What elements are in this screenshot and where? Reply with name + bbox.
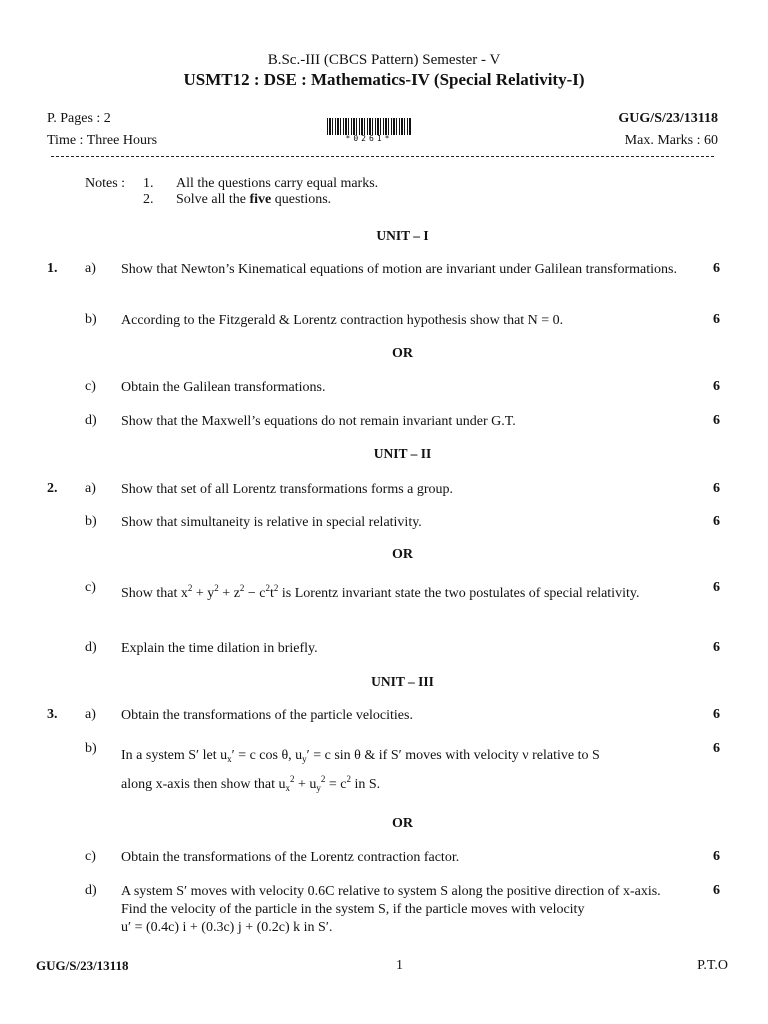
q1b-label: b): [85, 312, 97, 327]
q1c-text: Obtain the Galilean transformations.: [121, 380, 326, 395]
q2d-text: Explain the time dilation in briefly.: [121, 641, 318, 656]
q1b-text: According to the Fitzgerald & Lorentz contraction hypothesis show that N = 0.: [121, 313, 564, 328]
note-2-number: 2.: [143, 192, 154, 207]
or-separator: OR: [392, 547, 413, 562]
q1d-marks: 6: [713, 413, 720, 428]
q3b-marks: 6: [713, 741, 720, 756]
q2c-text: Show that $x^2 + y^2 + z^2 - c^2t^2$ is Lorentz invariant state the two postulates of special relativity.: [121, 583, 640, 601]
q3a-label: a): [85, 707, 96, 722]
unit-1-heading: UNIT – I: [376, 228, 429, 243]
note-1-text: All the questions carry equal marks.: [176, 176, 379, 191]
note-1-number: 1.: [143, 176, 154, 191]
spacetime-interval-formula: $x^2 + y^2 + z^2 - c^2t^2$: [180, 583, 279, 601]
q2b-label: b): [85, 514, 97, 529]
q2c-label: c): [85, 580, 96, 595]
q1a-marks: 6: [713, 261, 720, 276]
q1b-marks: 6: [713, 312, 720, 327]
q3d-marks: 6: [713, 883, 720, 898]
barcode-image: [327, 118, 411, 135]
q3a-marks: 6: [713, 707, 720, 722]
q3a-text: Obtain the transformations of the particle velocities.: [121, 708, 413, 723]
q2a-label: a): [85, 481, 96, 496]
speed-of-light-formula: $u_x^2 + u_y^2 = c^2$: [278, 774, 351, 793]
page-number: 1: [396, 958, 403, 973]
q2d-marks: 6: [713, 640, 720, 655]
q1a-label: a): [85, 261, 96, 276]
q3c-text: Obtain the transformations of the Lorentz contraction factor.: [121, 850, 460, 865]
time-allowed: Time : Three Hours: [47, 133, 158, 148]
course-line: B.Sc.-III (CBCS Pattern) Semester - V: [267, 52, 501, 68]
max-marks: Max. Marks : 60: [624, 133, 718, 148]
q2b-marks: 6: [713, 514, 720, 529]
q1d-label: d): [85, 413, 97, 428]
page-count: P. Pages : 2: [47, 111, 111, 126]
or-separator: OR: [392, 816, 413, 831]
q3c-marks: 6: [713, 849, 720, 864]
q3d-label: d): [85, 883, 97, 898]
q1c-marks: 6: [713, 379, 720, 394]
q1d-text: Show that the Maxwell’s equations do not remain invariant under G.T.: [121, 414, 516, 429]
paper-title: USMT12 : DSE : Mathematics-IV (Special Relativity-I): [183, 70, 585, 89]
q3d-text: A system S′ moves with velocity 0.6C relative to system S along the positive direction of x-axis. Find the velocity of the particle in the system S, if the particle moves with velocity u′ = (0.4c) i + (0.3c) j + (0.2c) k in S′.: [121, 884, 661, 935]
note-2-text: Solve all the five questions.: [176, 192, 332, 207]
q3b-text-line2: along x-axis then show that $u_x^2 + u_y^2 = c^2$ in S.: [121, 774, 381, 793]
q2a-marks: 6: [713, 481, 720, 496]
particle-velocity-formula: u′ = (0.4c) i + (0.3c) j + (0.2c) k in S′.: [121, 920, 333, 935]
q1a-text: Show that Newton’s Kinematical equations of motion are invariant under Galilean transformations.: [121, 262, 677, 277]
paper-code: GUG/S/23/13118: [618, 111, 718, 126]
barcode-text: *0261*: [345, 134, 393, 143]
unit-2-heading: UNIT – II: [373, 446, 432, 461]
q1c-label: c): [85, 379, 96, 394]
question-2-number: 2.: [47, 481, 58, 496]
header-divider: [51, 156, 714, 157]
velocity-components-formula: $u_x' = c$ cos θ, $u_y' = c$ sin θ: [220, 748, 361, 764]
q2b-text: Show that simultaneity is relative in special relativity.: [121, 515, 422, 530]
q2c-marks: 6: [713, 580, 720, 595]
unit-3-heading: UNIT – III: [371, 674, 434, 689]
q3b-text-line1: In a system S′ let $u_x' = c$ cos θ, $u_y' = c$ sin θ & if S′ moves with velocity ν relative to S: [121, 748, 600, 764]
question-1-number: 1.: [47, 261, 58, 276]
question-3-number: 3.: [47, 707, 58, 722]
q3c-label: c): [85, 849, 96, 864]
footer-paper-code: GUG/S/23/13118: [36, 958, 129, 973]
q2d-label: d): [85, 640, 97, 655]
notes-label: Notes :: [85, 176, 126, 191]
please-turn-over: P.T.O: [697, 958, 728, 973]
q2a-text: Show that set of all Lorentz transformations forms a group.: [121, 482, 454, 497]
or-separator: OR: [392, 346, 413, 361]
q3b-label: b): [85, 741, 97, 756]
